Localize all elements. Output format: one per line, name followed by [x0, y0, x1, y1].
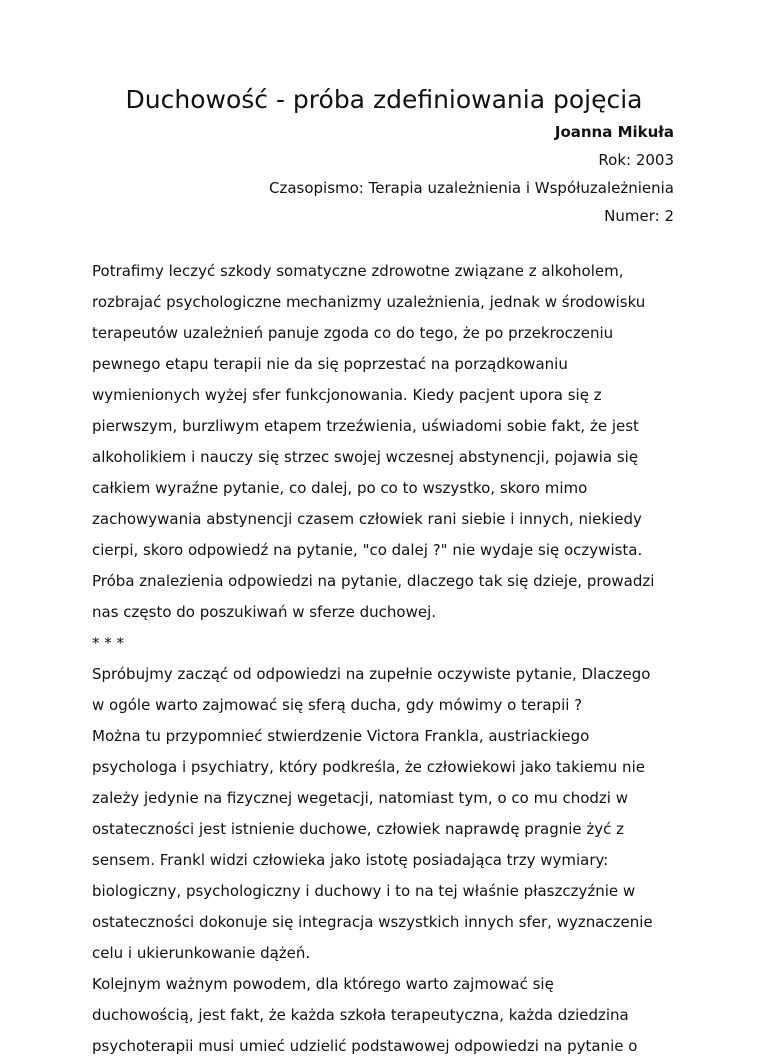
- body-line: Można tu przypomnieć stwierdzenie Victora Frankla, austriackiego: [92, 727, 590, 745]
- section-separator: * * *: [92, 634, 125, 652]
- document-body: [92, 256, 692, 1062]
- body-line: psychoterapii musi umieć udzielić podstawowej odpowiedzi na pytanie o: [92, 1037, 638, 1055]
- body-line: cierpi, skoro odpowiedź na pytanie, "co dalej ?" nie wydaje się oczywista.: [92, 541, 643, 559]
- body-line: celu i ukierunkowanie dążeń.: [92, 944, 311, 962]
- body-line: Spróbujmy zacząć od odpowiedzi na zupełnie oczywiste pytanie, Dlaczego: [92, 665, 651, 683]
- journal-line: Czasopismo: Terapia uzależnienia i Współuzależnienia: [268, 179, 674, 197]
- body-line: Kolejnym ważnym powodem, dla którego warto zajmować się: [92, 975, 554, 993]
- document-title: Duchowość - próba zdefiniowania pojęcia: [125, 85, 643, 114]
- body-line: Próba znalezienia odpowiedzi na pytanie, dlaczego tak się dzieje, prowadzi: [92, 572, 655, 590]
- body-line: biologiczny, psychologiczny i duchowy i to na tej właśnie płaszczyźnie w: [92, 882, 636, 900]
- body-line: alkoholikiem i nauczy się strzec swojej wczesnej abstynencji, pojawia się: [92, 448, 639, 466]
- body-line: wymienionych wyżej sfer funkcjonowania. Kiedy pacjent upora się z: [92, 386, 602, 404]
- body-line: w ogóle warto zajmować się sferą ducha, gdy mówimy o terapii ?: [92, 696, 583, 714]
- body-line: zachowywania abstynencji czasem człowiek rani siebie i innych, niekiedy: [92, 510, 642, 528]
- issue-line: Numer: 2: [604, 207, 674, 225]
- body-line: nas często do poszukiwań w sferze duchowej.: [92, 603, 437, 621]
- body-line: sensem. Frankl widzi człowieka jako istotę posiadająca trzy wymiary:: [92, 851, 609, 869]
- body-line: ostateczności dokonuje się integracja wszystkich innych sfer, wyznaczenie: [92, 913, 653, 931]
- body-line: duchowością, jest fakt, że każda szkoła terapeutyczna, każda dziedzina: [92, 1006, 629, 1024]
- body-line: psychologa i psychiatry, który podkreśla, że człowiekowi jako takiemu nie: [92, 758, 645, 776]
- body-line: pewnego etapu terapii nie da się poprzestać na porządkowaniu: [92, 355, 568, 373]
- body-line: ostateczności jest istnienie duchowe, człowiek naprawdę pragnie żyć z: [92, 820, 625, 838]
- document-metadata: [269, 118, 674, 230]
- body-line: zależy jedynie na fizycznej wegetacji, natomiast tym, o co mu chodzi w: [92, 789, 628, 807]
- author-name: Joanna Mikuła: [554, 123, 674, 141]
- body-line: pierwszym, burzliwym etapem trzeźwienia, uświadomi sobie fakt, że jest: [92, 417, 639, 435]
- year-line: Rok: 2003: [598, 151, 674, 169]
- body-line: rozbrajać psychologiczne mechanizmy uzależnienia, jednak w środowisku: [92, 293, 646, 311]
- body-line: całkiem wyraźne pytanie, co dalej, po co to wszystko, skoro mimo: [92, 479, 588, 497]
- body-line: Potrafimy leczyć szkody somatyczne zdrowotne związane z alkoholem,: [92, 262, 624, 280]
- body-line: terapeutów uzależnień panuje zgoda co do tego, że po przekroczeniu: [92, 324, 614, 342]
